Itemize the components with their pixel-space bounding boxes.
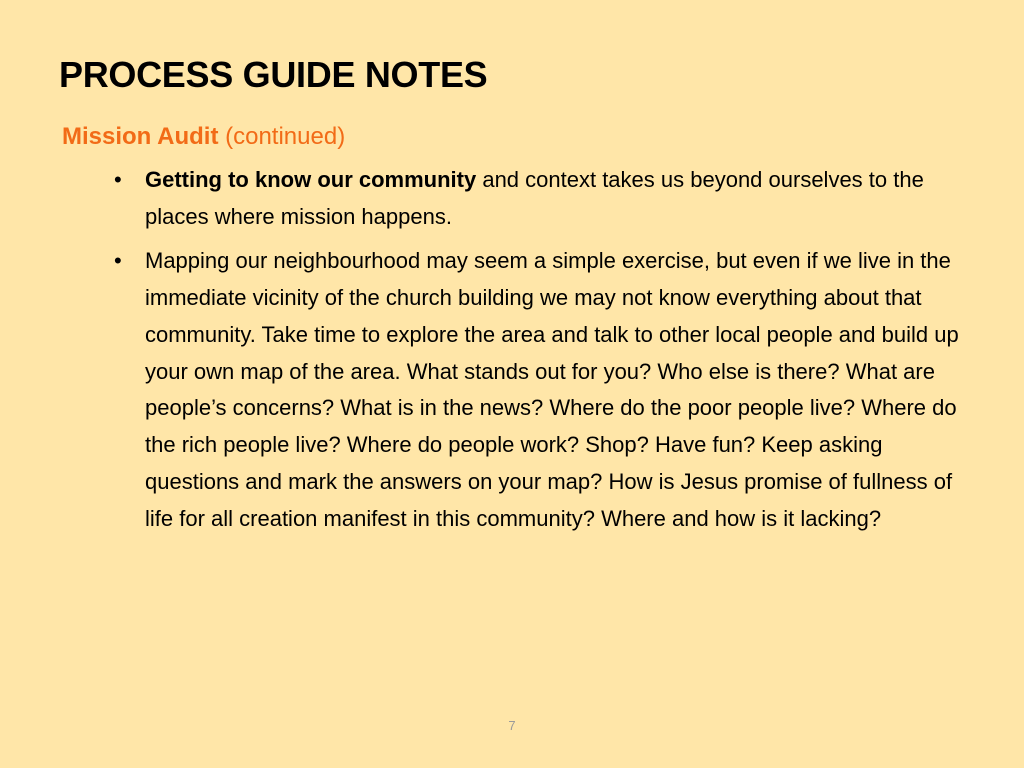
subtitle-continued-label: (continued) (225, 123, 346, 150)
subtitle-bold-label: Mission Audit (62, 123, 219, 150)
bullet-body-text: Mapping our neighbourhood may seem a simple exercise, but even if we live in the immediate vicinity of the church building we may not know everything about that community. Take time to explore the area and talk to other local people and build up your own map of the area. What stands out for you? Who else is there? What are people’s concerns? What is in the news? Where do the poor people live? Where do the rich people live? Where do people work? Shop? Have fun? Keep asking questions and mark the answers on your map? How is Jesus promise of fullness of life for all creation manifest in this community? Where and how is it lacking? (145, 247, 959, 532)
section-subtitle (62, 122, 345, 152)
bullet-body-text: and context takes us beyond ourselves to the places where mission happens. (145, 167, 924, 229)
bullet-icon: • (114, 247, 122, 273)
page-number: 7 (508, 718, 516, 733)
bullet-item-mapping (114, 243, 974, 538)
slide-title: PROCESS GUIDE NOTES (59, 54, 488, 95)
bullet-icon: • (114, 167, 122, 192)
bullet-item-community (114, 162, 974, 236)
bullet-bold-phrase: Getting to know our community (145, 167, 477, 192)
bullet-list (114, 162, 974, 538)
bullet-text (145, 162, 969, 236)
